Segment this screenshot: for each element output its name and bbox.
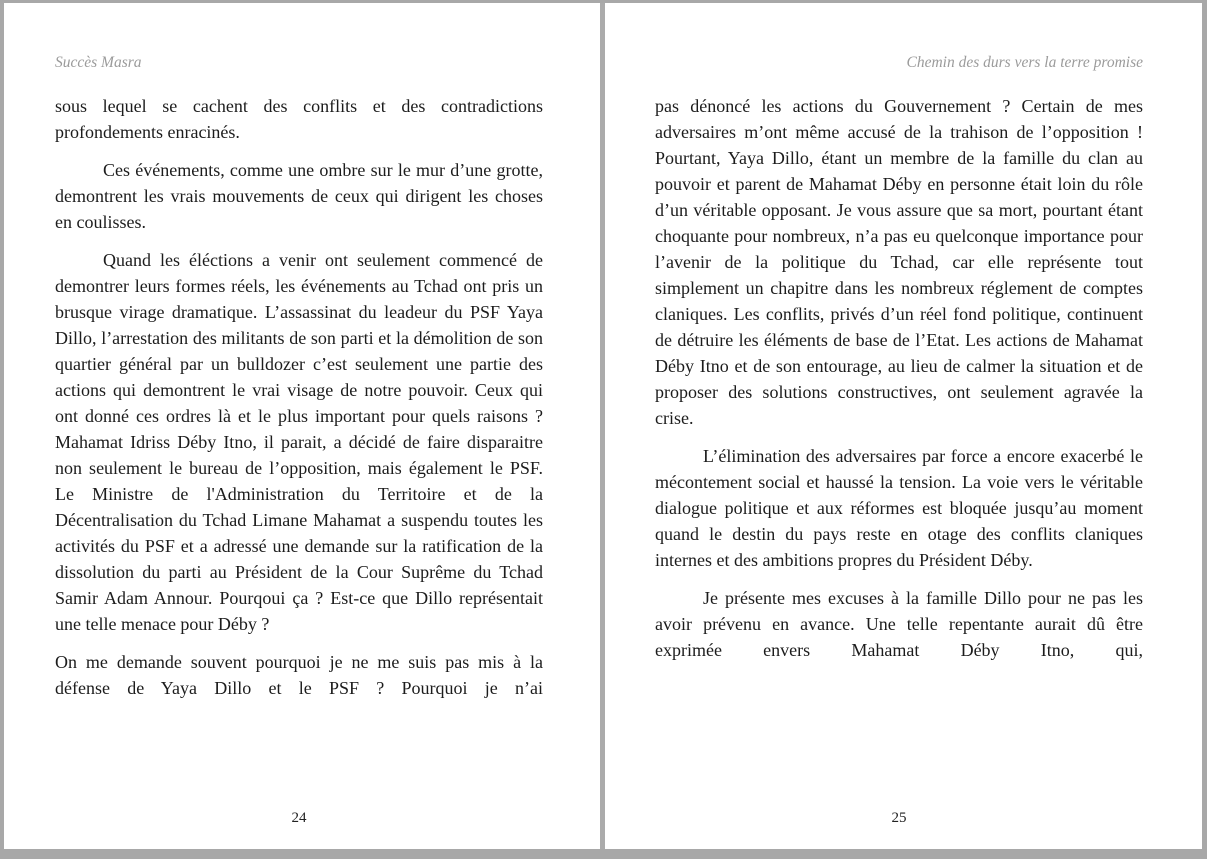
paragraph: Je présente mes excuses à la famille Dillo pour ne pas les avoir prévenu en avance. Une telle repentante aurait dû être exprimée envers Mahamat Déby Itno, qui,: [655, 588, 1143, 660]
page-right: [605, 3, 1202, 849]
paragraph: L’élimination des adversaires par force a encore exacerbé le mécontement social et haussé la tension. La voie vers le véritable dialogue politique et aux réformes est bloquée jusqu’au moment quand le destin du pays reste en otage des conflits claniques internes et des ambitions propres du Président Déby.: [655, 446, 1143, 570]
paragraph: Ces événements, comme une ombre sur le mur d’une grotte, demontrent les vrais mouvements de ceux qui dirigent les choses en coulisses.: [55, 160, 543, 232]
page-number-right: 25: [891, 810, 907, 826]
paragraph: pas dénoncé les actions du Gouvernement ? Certain de mes adversaires m’ont même accusé de la trahison de l’opposition ! Pourtant, Yaya Dillo, étant un membre de la famille du clan au pouvoir et parent de Mahamat Déby en personne était loin du rôle d’un véritable opposant. Je vous assure que sa mort, pourtant étant choquante pour nombreux, n’a pas eu quelconque importance pour l’avenir de la politique du Tchad, car elle représente tout simplement un chapitre dans les nombreux réglement de comptes claniques. Les conflits, privés d’un réel fond politique, continuent de détruire les éléments de base de l’Etat. Les actions de Mahamat Déby Itno et de son entourage, au lieu de calmer la situation et de proposer des solutions constructives, ont seulement agravée la crise.: [655, 96, 1143, 428]
paragraph: On me demande souvent pourquoi je ne me suis pas mis à la défense de Yaya Dillo et le PSF ? Pourquoi je n’ai: [55, 652, 543, 698]
running-head-author: Succès Masra: [55, 54, 142, 71]
page-body-right: [655, 93, 1143, 663]
paragraph: Quand les éléctions a venir ont seulement commencé de demontrer leurs formes réels, les événements au Tchad ont pris un brusque virage dramatique. L’assassinat du leadeur du PSF Yaya Dillo, l’arrestation des militants de son parti et la démolition de son quartier général par un bulldozer c’est seulement une partie des actions qui demontrent le vrai visage de notre pouvoir. Ceux qui ont donné ces ordres là et le plus important pour quels raisons ? Mahamat Idriss Déby Itno, il parait, a décidé de faire disparaitre non seulement le bureau de l’opposition, mais également le PSF. Le Ministre de l'Administration du Territoire et de la Décentralisation du Tchad Limane Mahamat a suspendu toutes les activités du PSF et a adressé une demande sur la ratification de la dissolution du parti au Président de la Cour Suprême du Tchad Samir Adam Annour. Pourqoui ça ? Est-ce que Dillo représentait une telle menace pour Déby ?: [55, 250, 543, 634]
book-spread: [4, 3, 1202, 849]
page-number-left: 24: [291, 810, 307, 826]
page-body-left: [55, 93, 543, 701]
paragraph: sous lequel se cachent des conflits et des contradictions profondements enracinés.: [55, 96, 543, 142]
running-head-title: Chemin des durs vers la terre promise: [906, 54, 1143, 71]
page-left: [4, 3, 600, 849]
